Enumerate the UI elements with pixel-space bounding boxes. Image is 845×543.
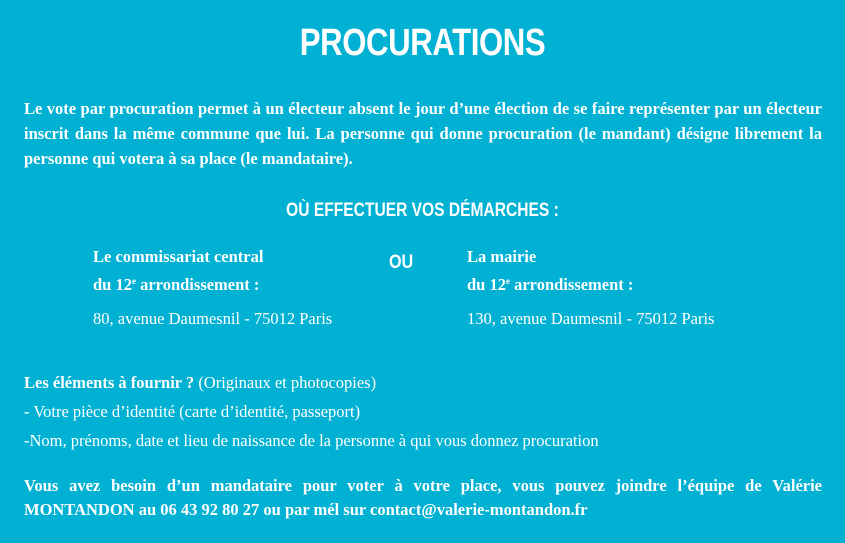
- documents-note: (Originaux et photocopies): [194, 373, 377, 392]
- documents-item: - Votre pièce d’identité (carte d’identité, passeport): [24, 402, 361, 421]
- place-mairie-line2: [467, 269, 714, 297]
- place-commissariat-line2-sup: e: [131, 276, 136, 286]
- documents-section: [24, 368, 824, 455]
- place-commissariat-line1: Le commissariat central: [93, 247, 264, 266]
- place-mairie-name: [467, 244, 714, 297]
- where-heading: OÙ EFFECTUER VOS DÉMARCHES :: [286, 200, 559, 221]
- documents-heading-line: [24, 368, 824, 397]
- documents-heading: Les éléments à fournir ?: [24, 373, 195, 392]
- place-mairie-line2-prefix: du 12: [467, 275, 506, 294]
- place-commissariat-name: [93, 244, 332, 297]
- page-title: PROCURATIONS: [299, 22, 546, 64]
- place-mairie-line2-suffix: arrondissement :: [509, 275, 634, 294]
- place-commissariat-line2-suffix: arrondissement :: [135, 275, 260, 294]
- place-mairie-address: 130, avenue Daumesnil - 75012 Paris: [467, 309, 715, 328]
- intro-paragraph: Le vote par procuration permet à un électeur absent le jour d’une élection de se faire représenter par un électeur inscrit dans la même commune que lui. La personne qui donne procuration (le mandant) désigne librement la personne qui votera à sa place (le mandataire).: [24, 99, 822, 168]
- place-commissariat: [93, 244, 332, 329]
- place-commissariat-line2: [93, 269, 332, 297]
- place-mairie-line1: La mairie: [467, 247, 537, 266]
- place-commissariat-line2-prefix: du 12: [93, 275, 132, 294]
- contact-paragraph: Vous avez besoin d’un mandataire pour voter à votre place, vous pouvez joindre l’équipe de Valérie MONTANDON au 06 43 92 80 27 ou par mél sur contact@valerie-montandon.fr: [24, 476, 822, 519]
- or-separator: OU: [389, 252, 414, 273]
- place-commissariat-address: 80, avenue Daumesnil - 75012 Paris: [93, 309, 333, 328]
- documents-item: -Nom, prénoms, date et lieu de naissance de la personne à qui vous donnez procuration: [24, 431, 599, 450]
- place-mairie: [467, 244, 714, 329]
- place-mairie-line2-sup: e: [505, 276, 510, 286]
